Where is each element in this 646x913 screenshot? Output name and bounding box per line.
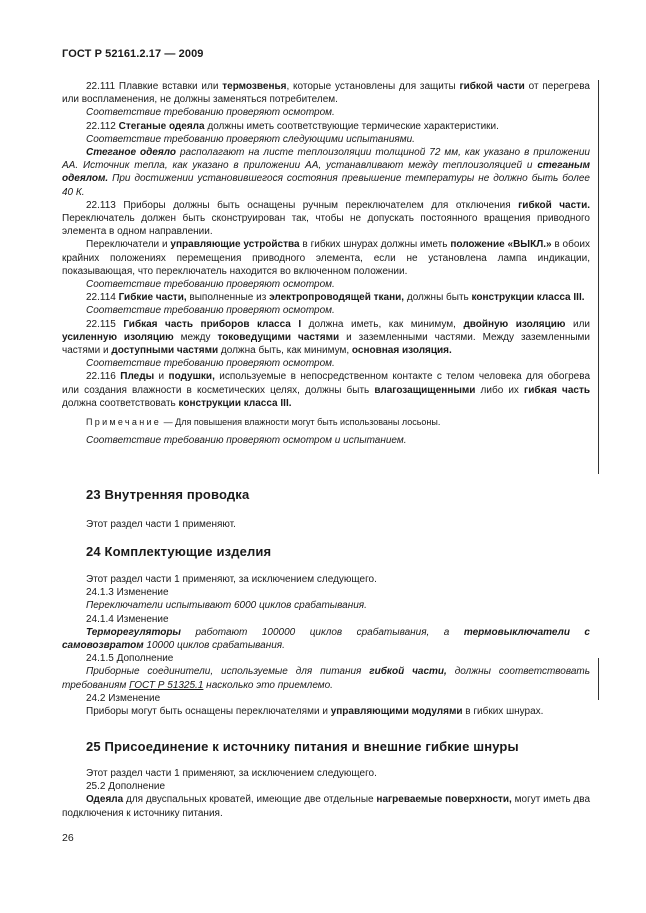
- compliance-22-116: Соответствие требованию проверяют осмотром и испытанием.: [86, 435, 407, 447]
- term-thermal-link: термозвенья: [222, 81, 287, 92]
- subclause-24-2-text: Приборы могут быть оснащены переключателями и управляющими модулями в гибких шнурах.: [86, 706, 544, 718]
- compliance-22-115: Соответствие требованию проверяют осмотром.: [86, 358, 335, 370]
- subclause-24-1-3-text: Переключатели испытывают 6000 циклов срабатывания.: [86, 600, 367, 612]
- note-22-116: Примечание — Для повышения влажности могут быть использованы лосьоны.: [86, 417, 441, 428]
- section-23-text: Этот раздел части 1 применяют.: [86, 519, 236, 530]
- section-25-title: 25 Присоединение к источнику питания и внешние гибкие шнуры: [86, 739, 519, 754]
- section-24-intro: Этот раздел части 1 применяют, за исключением следующего.: [86, 574, 377, 585]
- subclause-24-1-5-text: Приборные соединители, используемые для питания гибкой части, должны соответствовать требованиям ГОСТ Р 51325.1 насколько это приемлемо.: [62, 666, 591, 691]
- page-number: 26: [62, 832, 74, 844]
- section-24: [62, 545, 590, 558]
- subclause-24-1-4-text: Терморегуляторы работают 100000 циклов срабатывания, а термовыключатели с самовозвратом 10000 циклов срабатывания.: [62, 626, 590, 652]
- subclause-24-1-4: 24.1.4 Изменение: [86, 613, 169, 625]
- compliance-22-114: Соответствие требованию проверяют осмотром.: [86, 305, 335, 317]
- compliance-22-112: Соответствие требованию проверяют следующими испытаниями.: [86, 133, 415, 145]
- change-bar: [598, 658, 599, 700]
- document-header: ГОСТ Р 52161.2.17 — 2009: [62, 48, 204, 60]
- subclause-25-2: 25.2 Дополнение: [86, 781, 166, 793]
- section-24-title: 24 Комплектующие изделия: [86, 544, 272, 559]
- clause-22-115: 22.115 Гибкая часть приборов класса I должна иметь, как минимум, двойную изоляцию или усиленную изоляцию между токоведущими частями и заземленными частями. Между заземленными частями и доступными частями должна быть, как минимум, основная изоляция.: [62, 318, 591, 357]
- clause-22-114: 22.114 Гибкие части, выполненные из электропроводящей ткани, должны быть конструкции класса III.: [86, 292, 585, 304]
- subclause-24-1-3: 24.1.3 Изменение: [86, 587, 169, 599]
- clause-22-112: 22.112 Стеганые одеяла должны иметь соответствующие термические характеристики.: [86, 120, 499, 132]
- note-label: Примечание: [86, 417, 162, 428]
- section-25: [62, 740, 590, 753]
- clauses-22: [62, 80, 590, 447]
- standard-reference-link[interactable]: ГОСТ Р 51325.1: [129, 679, 204, 691]
- compliance-22-111: Соответствие требованию проверяют осмотром.: [86, 107, 335, 119]
- clause-22-113: 22.113 Приборы должны быть оснащены ручным переключателем для отключения гибкой части. Переключатель должен быть сконструирован так, чтобы не допускать постоянного вращения приводного элемента в одном направлении.: [62, 199, 590, 238]
- section-23-body: [62, 518, 590, 531]
- clause-22-116: 22.116 Пледы и подушки, используемые в непосредственном контакте с телом человека для обогрева или создания влажности в косметических целях, должны быть влагозащищенными либо их гибкая часть должна соответствовать конструкции класса III.: [62, 371, 590, 409]
- section-25-intro: Этот раздел части 1 применяют, за исключением следующего.: [86, 768, 377, 779]
- section-24-body: [62, 573, 590, 718]
- term-quilted-blanket: Стеганые одеяла: [118, 120, 205, 132]
- subclause-24-2: 24.2 Изменение: [86, 692, 161, 704]
- change-bar: [598, 80, 599, 474]
- subclause-25-2-text: Одеяла для двуспальных кроватей, имеющие две отдельные нагреваемые поверхности, могут иметь два подключения к источнику питания.: [62, 794, 591, 819]
- term-flexible-part: гибкой части: [459, 81, 525, 92]
- compliance-22-113: Соответствие требованию проверяют осмотром.: [86, 279, 335, 291]
- clause-22-111: 22.111 Плавкие вставки или термозвенья, которые установлены для защиты гибкой части от перегрева или воспламенения, не должны заменяться потребителем.: [62, 81, 590, 106]
- subclause-24-1-5: 24.1.5 Дополнение: [86, 653, 174, 665]
- clause-22-113-switches: Переключатели и управляющие устройства в гибких шнурах должны иметь положение «ВЫКЛ.» в обоих крайних положениях перемещения приводного элемента, если не установлена лампа индикации, показывающая, что переключатель находится во включенном положении.: [62, 239, 590, 277]
- test-22-112: Стеганое одеяло располагают на листе теплоизоляции толщиной 72 мм, как указано в приложении АА. Источник тепла, как указано в приложении АА, устанавливают между теплоизоляцией и стеганым одеялом. При достижении установившегося состояния превышение температуры не должно быть более 40 К.: [62, 147, 590, 198]
- section-23: [62, 488, 590, 501]
- section-23-title: 23 Внутренняя проводка: [86, 487, 250, 502]
- section-25-body: [62, 767, 590, 820]
